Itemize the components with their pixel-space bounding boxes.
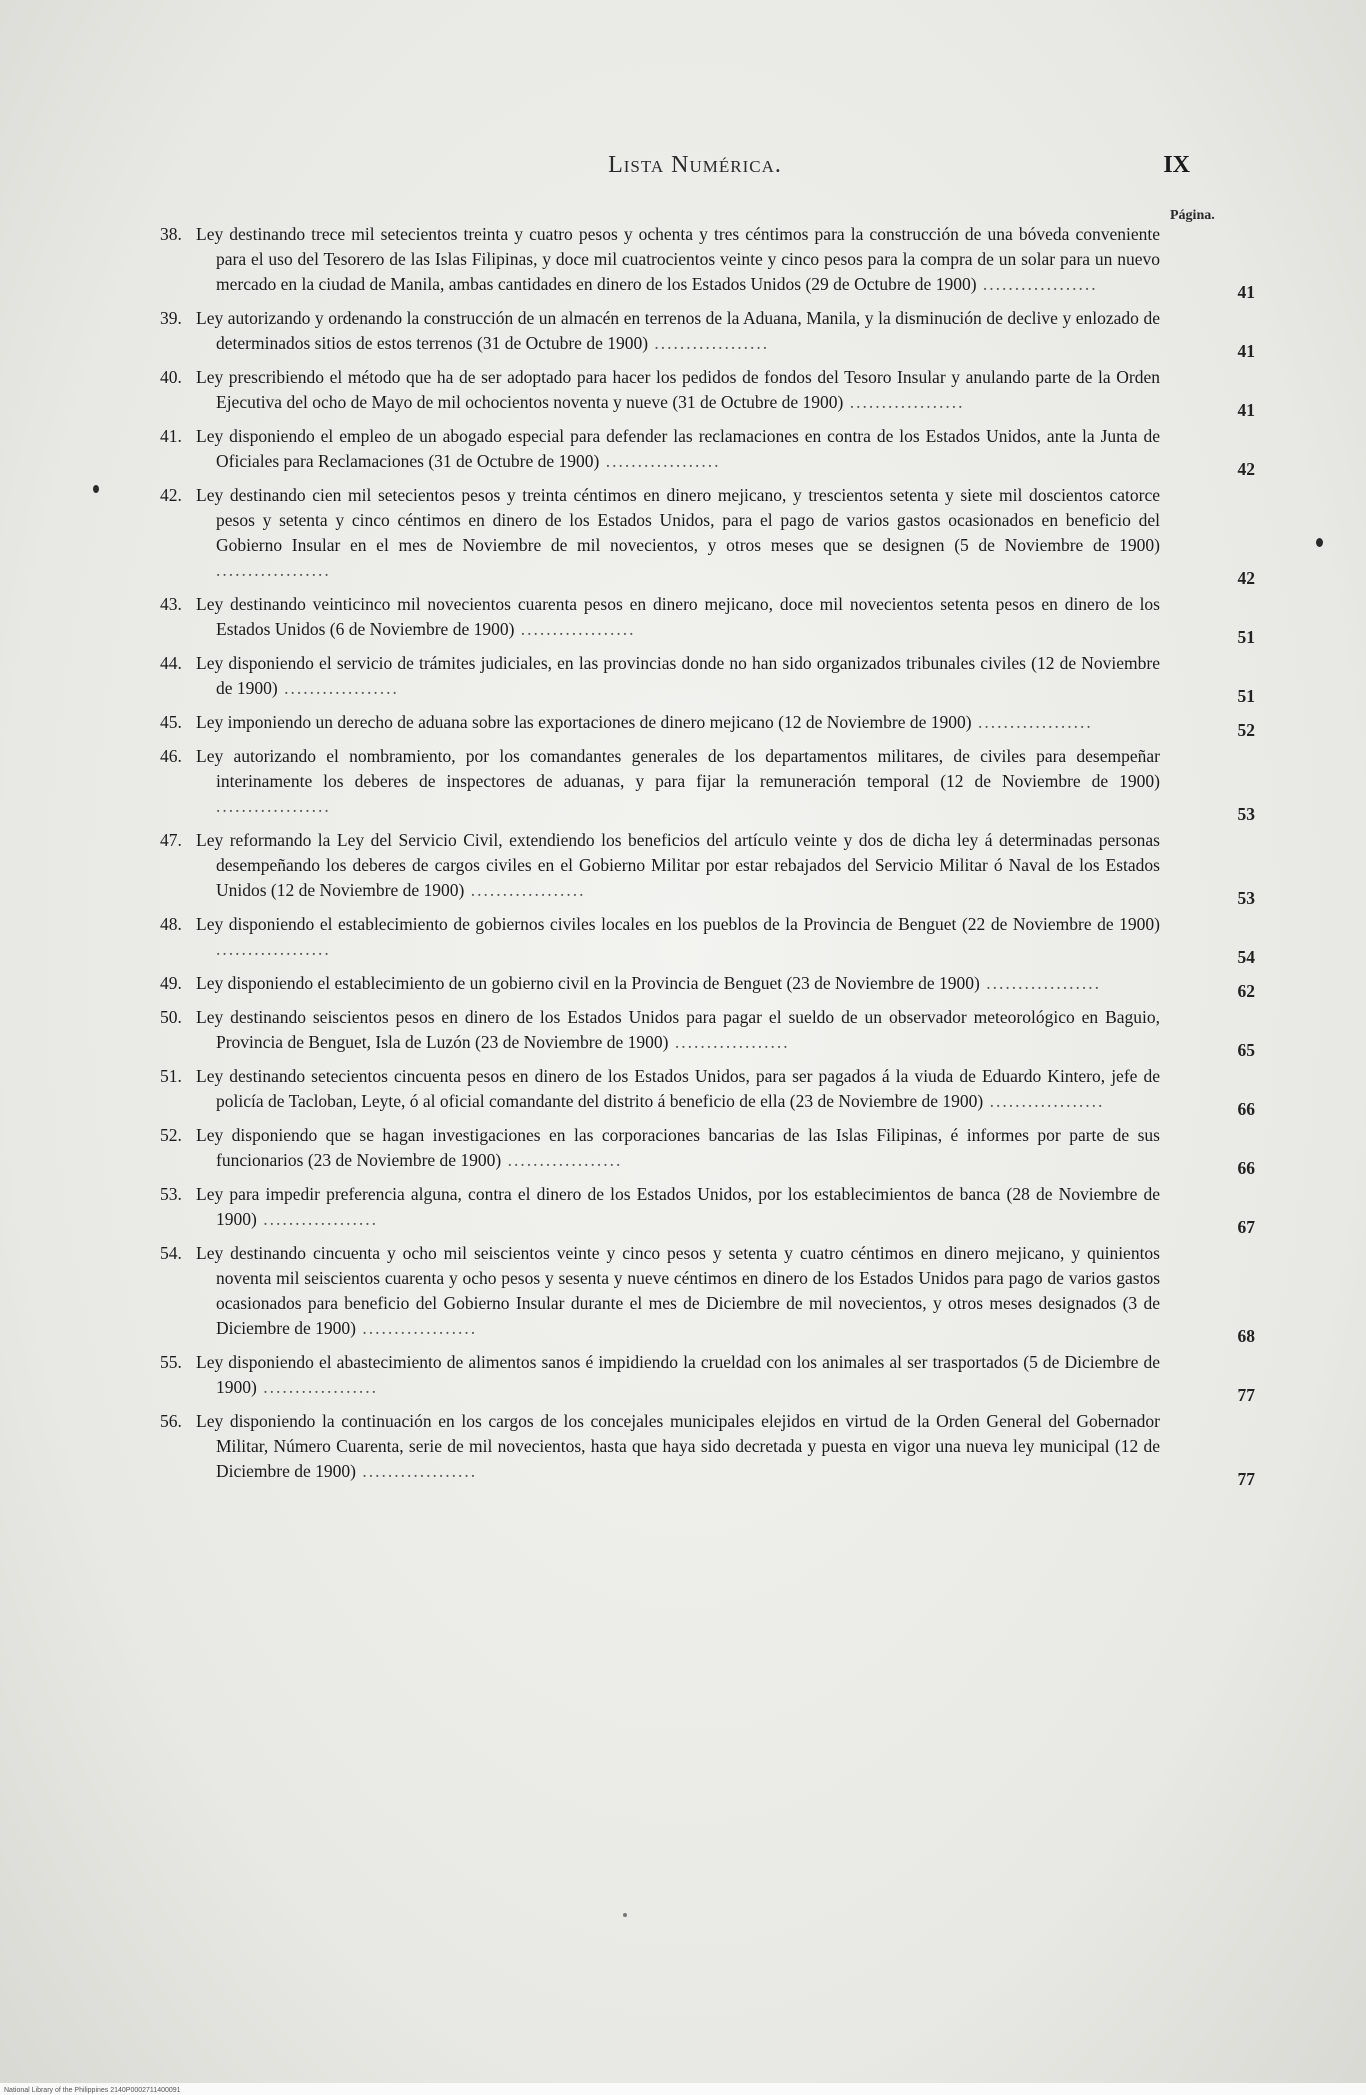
entry-number: 56. <box>160 1411 182 1431</box>
entry-title: Ley destinando setecientos cincuenta pesos en dinero de los Estados Unidos, para ser pagados á la viuda de Eduardo Kintero, jefe de policía de Tacloban, Leyte, ó al oficial comandante del distrito á beneficio de ella (23 de Noviembre de 1900) <box>196 1066 1160 1111</box>
list-item <box>160 1350 1255 1405</box>
list-item <box>160 710 1255 740</box>
entry-number: 47. <box>160 830 182 850</box>
entry-title: Ley imponiendo un derecho de aduana sobre las exportaciones de dinero mejicano (12 de Noviembre de 1900) <box>196 712 972 732</box>
list-item <box>160 1123 1255 1178</box>
entry-text <box>160 651 1255 701</box>
entry-title: Ley destinando seiscientos pesos en dinero de los Estados Unidos para pagar el sueldo de un observador meteorológico en Baguio, Provincia de Benguet, Isla de Luzón (23 de Noviembre de 1900) <box>196 1007 1160 1052</box>
entry-text <box>160 1350 1255 1400</box>
dot-leaders: .................. <box>355 1461 478 1481</box>
entry-text <box>160 483 1255 583</box>
entry-number: 54. <box>160 1243 182 1263</box>
entry-text <box>160 1005 1255 1055</box>
entry-number: 43. <box>160 594 182 614</box>
dot-leaders: .................. <box>843 392 965 412</box>
entry-page-number: 53 <box>1237 804 1255 824</box>
page-number: IX <box>1163 152 1190 178</box>
entry-number: 41. <box>160 426 182 446</box>
entry-number: 52. <box>160 1125 182 1145</box>
entry-text <box>160 1123 1255 1173</box>
entry-page-number: 68 <box>1237 1326 1255 1346</box>
entry-number: 45. <box>160 712 182 732</box>
entry-number: 42. <box>160 485 182 505</box>
dot-leaders: .................. <box>464 880 586 900</box>
entry-number: 51. <box>160 1066 182 1086</box>
ink-speck <box>1316 538 1323 547</box>
dot-leaders: .................. <box>256 1209 378 1229</box>
dot-leaders: .................. <box>216 939 331 959</box>
list-item <box>160 424 1255 479</box>
entry-text <box>160 1182 1255 1232</box>
entry-number: 50. <box>160 1007 182 1027</box>
entry-text <box>160 365 1255 415</box>
entry-number: 55. <box>160 1352 182 1372</box>
entry-text <box>160 710 1255 735</box>
entry-title: Ley destinando trece mil setecientos treinta y cuatro pesos y ochenta y tres céntimos para la construcción de una bóveda conveniente para el uso del Tesorero de las Islas Filipinas, y doce mil cuatrocientos veinte y cinco pesos para la compra de un solar para un nuevo mercado en la ciudad de Manila, ambas cantidades en dinero de los Estados Unidos (29 de Octubre de 1900) <box>196 224 1160 294</box>
entry-number: 40. <box>160 367 182 387</box>
dot-leaders: .................. <box>971 712 1093 732</box>
running-title: Lista Numérica. <box>608 152 782 178</box>
entry-text <box>160 828 1255 903</box>
entry-title: Ley disponiendo el servicio de trámites judiciales, en las provincias donde no han sido organizados tribunales civiles (12 de Noviembre de 1900) <box>196 653 1160 698</box>
page-header <box>200 152 1190 182</box>
ink-speck <box>93 485 99 493</box>
footer-strip <box>0 2083 1366 2095</box>
entry-title: Ley destinando cien mil setecientos pesos y treinta céntimos en dinero mejicano, y trescientos setenta y siete mil doscientos catorce pesos y setenta y cinco céntimos en dinero de los Estados Unidos, para el pago de varios gastos ocasionados en beneficio del Gobierno Insular en el mes de Noviembre de mil novecientos, y otros meses que se designen (5 de Noviembre de 1900) <box>196 485 1160 555</box>
list-item <box>160 592 1255 647</box>
entry-text <box>160 306 1255 356</box>
list-item <box>160 1241 1255 1346</box>
entry-title: Ley destinando veinticinco mil novecientos cuarenta pesos en dinero mejicano, doce mil novecientos setenta pesos en dinero de los Estados Unidos (6 de Noviembre de 1900) <box>196 594 1160 639</box>
entry-text <box>160 424 1255 474</box>
entry-list <box>160 222 1255 1493</box>
entry-text <box>160 744 1255 819</box>
entry-page-number: 62 <box>1237 981 1255 1001</box>
dot-leaders: .................. <box>501 1150 623 1170</box>
dot-leaders: .................. <box>256 1377 378 1397</box>
entry-page-number: 41 <box>1237 341 1255 361</box>
dot-leaders: .................. <box>668 1032 790 1052</box>
entry-page-number: 42 <box>1237 459 1255 479</box>
entry-title: Ley destinando cincuenta y ocho mil seiscientos veinte y cinco pesos y setenta y cuatro céntimos en dinero mejicano, y quinientos noventa mil seiscientos cuarenta y ocho pesos y sesenta y nueve céntimos en dinero de los Estados Unidos para pago de varios gastos ocasionados para beneficio del Gobierno Insular durante el mes de Diciembre de mil novecientos, y otros meses designados (3 de Diciembre de 1900) <box>196 1243 1160 1338</box>
entry-number: 53. <box>160 1184 182 1204</box>
list-item <box>160 651 1255 706</box>
entry-text <box>160 971 1255 996</box>
dot-leaders: .................. <box>514 619 636 639</box>
footer-credit: National Library of the Philippines 2140P0002711400091 <box>4 2087 181 2094</box>
entry-page-number: 66 <box>1237 1158 1255 1178</box>
list-item <box>160 828 1255 908</box>
entry-page-number: 51 <box>1237 627 1255 647</box>
entry-title: Ley disponiendo la continuación en los cargos de los concejales municipales elejidos en virtud de la Orden General del Gobernador Militar, Número Cuarenta, serie de mil novecientos, hasta que haya sido decretada y puesta en vigor una nueva ley municipal (12 de Diciembre de 1900) <box>196 1411 1160 1481</box>
entry-number: 38. <box>160 224 182 244</box>
entry-title: Ley disponiendo el empleo de un abogado especial para defender las reclamaciones en contra de los Estados Unidos, ante la Junta de Oficiales para Reclamaciones (31 de Octubre de 1900) <box>196 426 1160 471</box>
list-item <box>160 971 1255 1001</box>
entry-title: Ley reformando la Ley del Servicio Civil, extendiendo los beneficios del artículo veinte y dos de dicha ley á determinadas personas desempeñando los deberes de cargos civiles en el Gobierno Militar por estar rebajados del Servicio Militar ó Naval de los Estados Unidos (12 de Noviembre de 1900) <box>196 830 1160 900</box>
list-item <box>160 222 1255 302</box>
entry-text <box>160 592 1255 642</box>
entry-page-number: 77 <box>1237 1469 1255 1489</box>
list-item <box>160 306 1255 361</box>
entry-page-number: 52 <box>1237 720 1255 740</box>
entry-text <box>160 1241 1255 1341</box>
dot-leaders: .................. <box>216 796 331 816</box>
entry-title: Ley disponiendo el establecimiento de gobiernos civiles locales en los pueblos de la Provincia de Benguet (22 de Noviembre de 1900) <box>196 914 1160 934</box>
list-item <box>160 1005 1255 1060</box>
entry-number: 39. <box>160 308 182 328</box>
entry-number: 46. <box>160 746 182 766</box>
entry-number: 44. <box>160 653 182 673</box>
list-item <box>160 912 1255 967</box>
entry-number: 49. <box>160 973 182 993</box>
entry-page-number: 41 <box>1237 400 1255 420</box>
entry-page-number: 41 <box>1237 282 1255 302</box>
entry-page-number: 54 <box>1237 947 1255 967</box>
entry-title: Ley autorizando y ordenando la construcción de un almacén en terrenos de la Aduana, Manila, y la disminución de declive y enlozado de determinados sitios de estos terrenos (31 de Octubre de 1900) <box>196 308 1160 353</box>
dot-leaders: .................. <box>983 1091 1105 1111</box>
entry-title: Ley para impedir preferencia alguna, contra el dinero de los Estados Unidos, por los establecimientos de banca (28 de Noviembre de 1900) <box>196 1184 1160 1229</box>
dot-leaders: .................. <box>979 973 1102 993</box>
entry-page-number: 65 <box>1237 1040 1255 1060</box>
dot-leaders: .................. <box>216 560 331 580</box>
list-item <box>160 365 1255 420</box>
dot-leaders: .................. <box>277 678 399 698</box>
entry-title: Ley prescribiendo el método que ha de ser adoptado para hacer los pedidos de fondos del Tesoro Insular y anulando parte de la Orden Ejecutiva del ocho de Mayo de mil ochocientos noventa y nueve (31 de Octubre de 1900) <box>196 367 1160 412</box>
entry-title: Ley disponiendo que se hagan investigaciones en las corporaciones bancarias de las Islas Filipinas, é informes por parte de sus funcionarios (23 de Noviembre de 1900) <box>196 1125 1160 1170</box>
list-item <box>160 1064 1255 1119</box>
dot-leaders: .................. <box>355 1318 478 1338</box>
entry-title: Ley disponiendo el abastecimiento de alimentos sanos é impidiendo la crueldad con los animales al ser trasportados (5 de Diciembre de 1900) <box>196 1352 1160 1397</box>
entry-page-number: 42 <box>1237 568 1255 588</box>
entry-title: Ley disponiendo el establecimiento de un gobierno civil en la Provincia de Benguet (23 de Noviembre de 1900) <box>196 973 980 993</box>
list-item <box>160 744 1255 824</box>
list-item <box>160 483 1255 588</box>
entry-page-number: 77 <box>1237 1385 1255 1405</box>
entry-page-number: 53 <box>1237 888 1255 908</box>
entry-page-number: 67 <box>1237 1217 1255 1237</box>
list-item <box>160 1182 1255 1237</box>
entry-text <box>160 222 1255 297</box>
entry-text <box>160 1409 1255 1484</box>
entry-page-number: 66 <box>1237 1099 1255 1119</box>
ink-speck <box>623 1913 627 1917</box>
entry-page-number: 51 <box>1237 686 1255 706</box>
entry-text <box>160 1064 1255 1114</box>
entry-number: 48. <box>160 914 182 934</box>
list-item <box>160 1409 1255 1489</box>
page-column-label: Página. <box>1170 208 1215 223</box>
dot-leaders: .................. <box>976 274 1098 294</box>
dot-leaders: .................. <box>599 451 721 471</box>
dot-leaders: .................. <box>648 333 770 353</box>
entry-title: Ley autorizando el nombramiento, por los comandantes generales de los departamentos militares, de civiles para desempeñar interinamente los deberes de inspectores de aduanas, y para fijar la remuneración temporal (12 de Noviembre de 1900) <box>196 746 1160 791</box>
entry-text <box>160 912 1255 962</box>
